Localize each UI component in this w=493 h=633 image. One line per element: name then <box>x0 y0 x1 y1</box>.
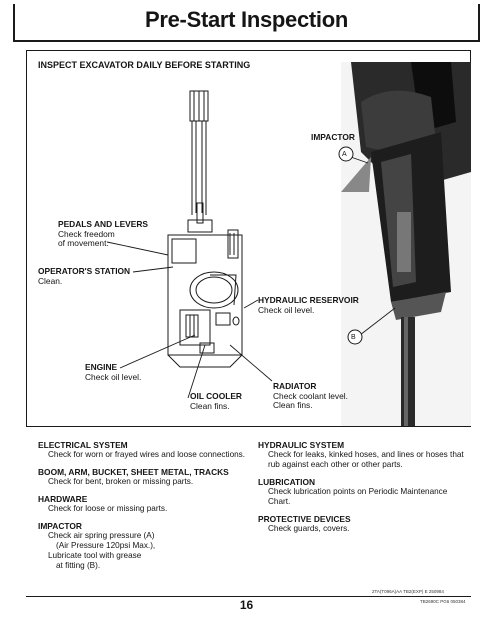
impactor-text-1: Check air spring pressure (A) <box>48 531 155 540</box>
impactor-text-3: Lubricate tool with grease <box>48 551 142 560</box>
left-checklist <box>38 440 253 571</box>
lubrication-title: LUBRICATION <box>258 477 316 487</box>
hydraulic-text-1: Check for leaks, kinked hoses, and lines or hoses that <box>268 450 464 459</box>
oil-cooler-callout: OIL COOLER Clean fins. <box>190 391 242 411</box>
protective-title: PROTECTIVE DEVICES <box>258 514 351 524</box>
lubrication-text-1: Check lubrication points on Periodic Maintenance <box>268 487 448 496</box>
document-code-1: 2TA(T096A)AA TB2(EXP) E 250984 <box>372 589 444 594</box>
marker-b-label: B <box>351 334 356 341</box>
footer-rule <box>26 596 471 597</box>
document-code-2: TB2690C PG6 050384 <box>420 599 466 604</box>
page-number: 16 <box>239 598 254 612</box>
section-heading: INSPECT EXCAVATOR DAILY BEFORE STARTING <box>38 60 251 70</box>
page-title: Pre-Start Inspection <box>144 7 349 32</box>
boom-title: BOOM, ARM, BUCKET, SHEET METAL, TRACKS <box>38 467 229 477</box>
hydraulic-title: HYDRAULIC SYSTEM <box>258 440 345 450</box>
engine-callout: ENGINE Check oil level. <box>85 362 142 382</box>
radiator-callout: RADIATOR Check coolant level. Clean fins. <box>273 381 348 411</box>
operator-station-callout: OPERATOR'S STATION Clean. <box>38 266 131 286</box>
impactor-title: IMPACTOR <box>38 521 82 531</box>
hardware-title: HARDWARE <box>38 494 88 504</box>
lubrication-text-2: Chart. <box>268 497 291 506</box>
impactor-callout: IMPACTOR <box>311 132 355 142</box>
impactor-text-2: (Air Pressure 120psi Max.), <box>56 541 156 550</box>
pedals-callout: PEDALS AND LEVERS Check freedom of movement. <box>58 219 148 249</box>
hydraulic-reservoir-callout: HYDRAULIC RESERVOIR Check oil level. <box>258 295 359 315</box>
hydraulic-text-2: rub against each other or other parts. <box>268 460 403 469</box>
marker-a-label: A <box>342 151 347 158</box>
impactor-text-4: at fitting (B). <box>56 561 101 570</box>
right-checklist <box>258 440 473 534</box>
protective-text: Check guards, covers. <box>268 524 350 533</box>
boom-text: Check for bent, broken or missing parts. <box>48 477 194 486</box>
electrical-text: Check for worn or frayed wires and loose connections. <box>48 450 246 459</box>
electrical-title: ELECTRICAL SYSTEM <box>38 440 128 450</box>
hardware-text: Check for loose or missing parts. <box>48 504 168 513</box>
